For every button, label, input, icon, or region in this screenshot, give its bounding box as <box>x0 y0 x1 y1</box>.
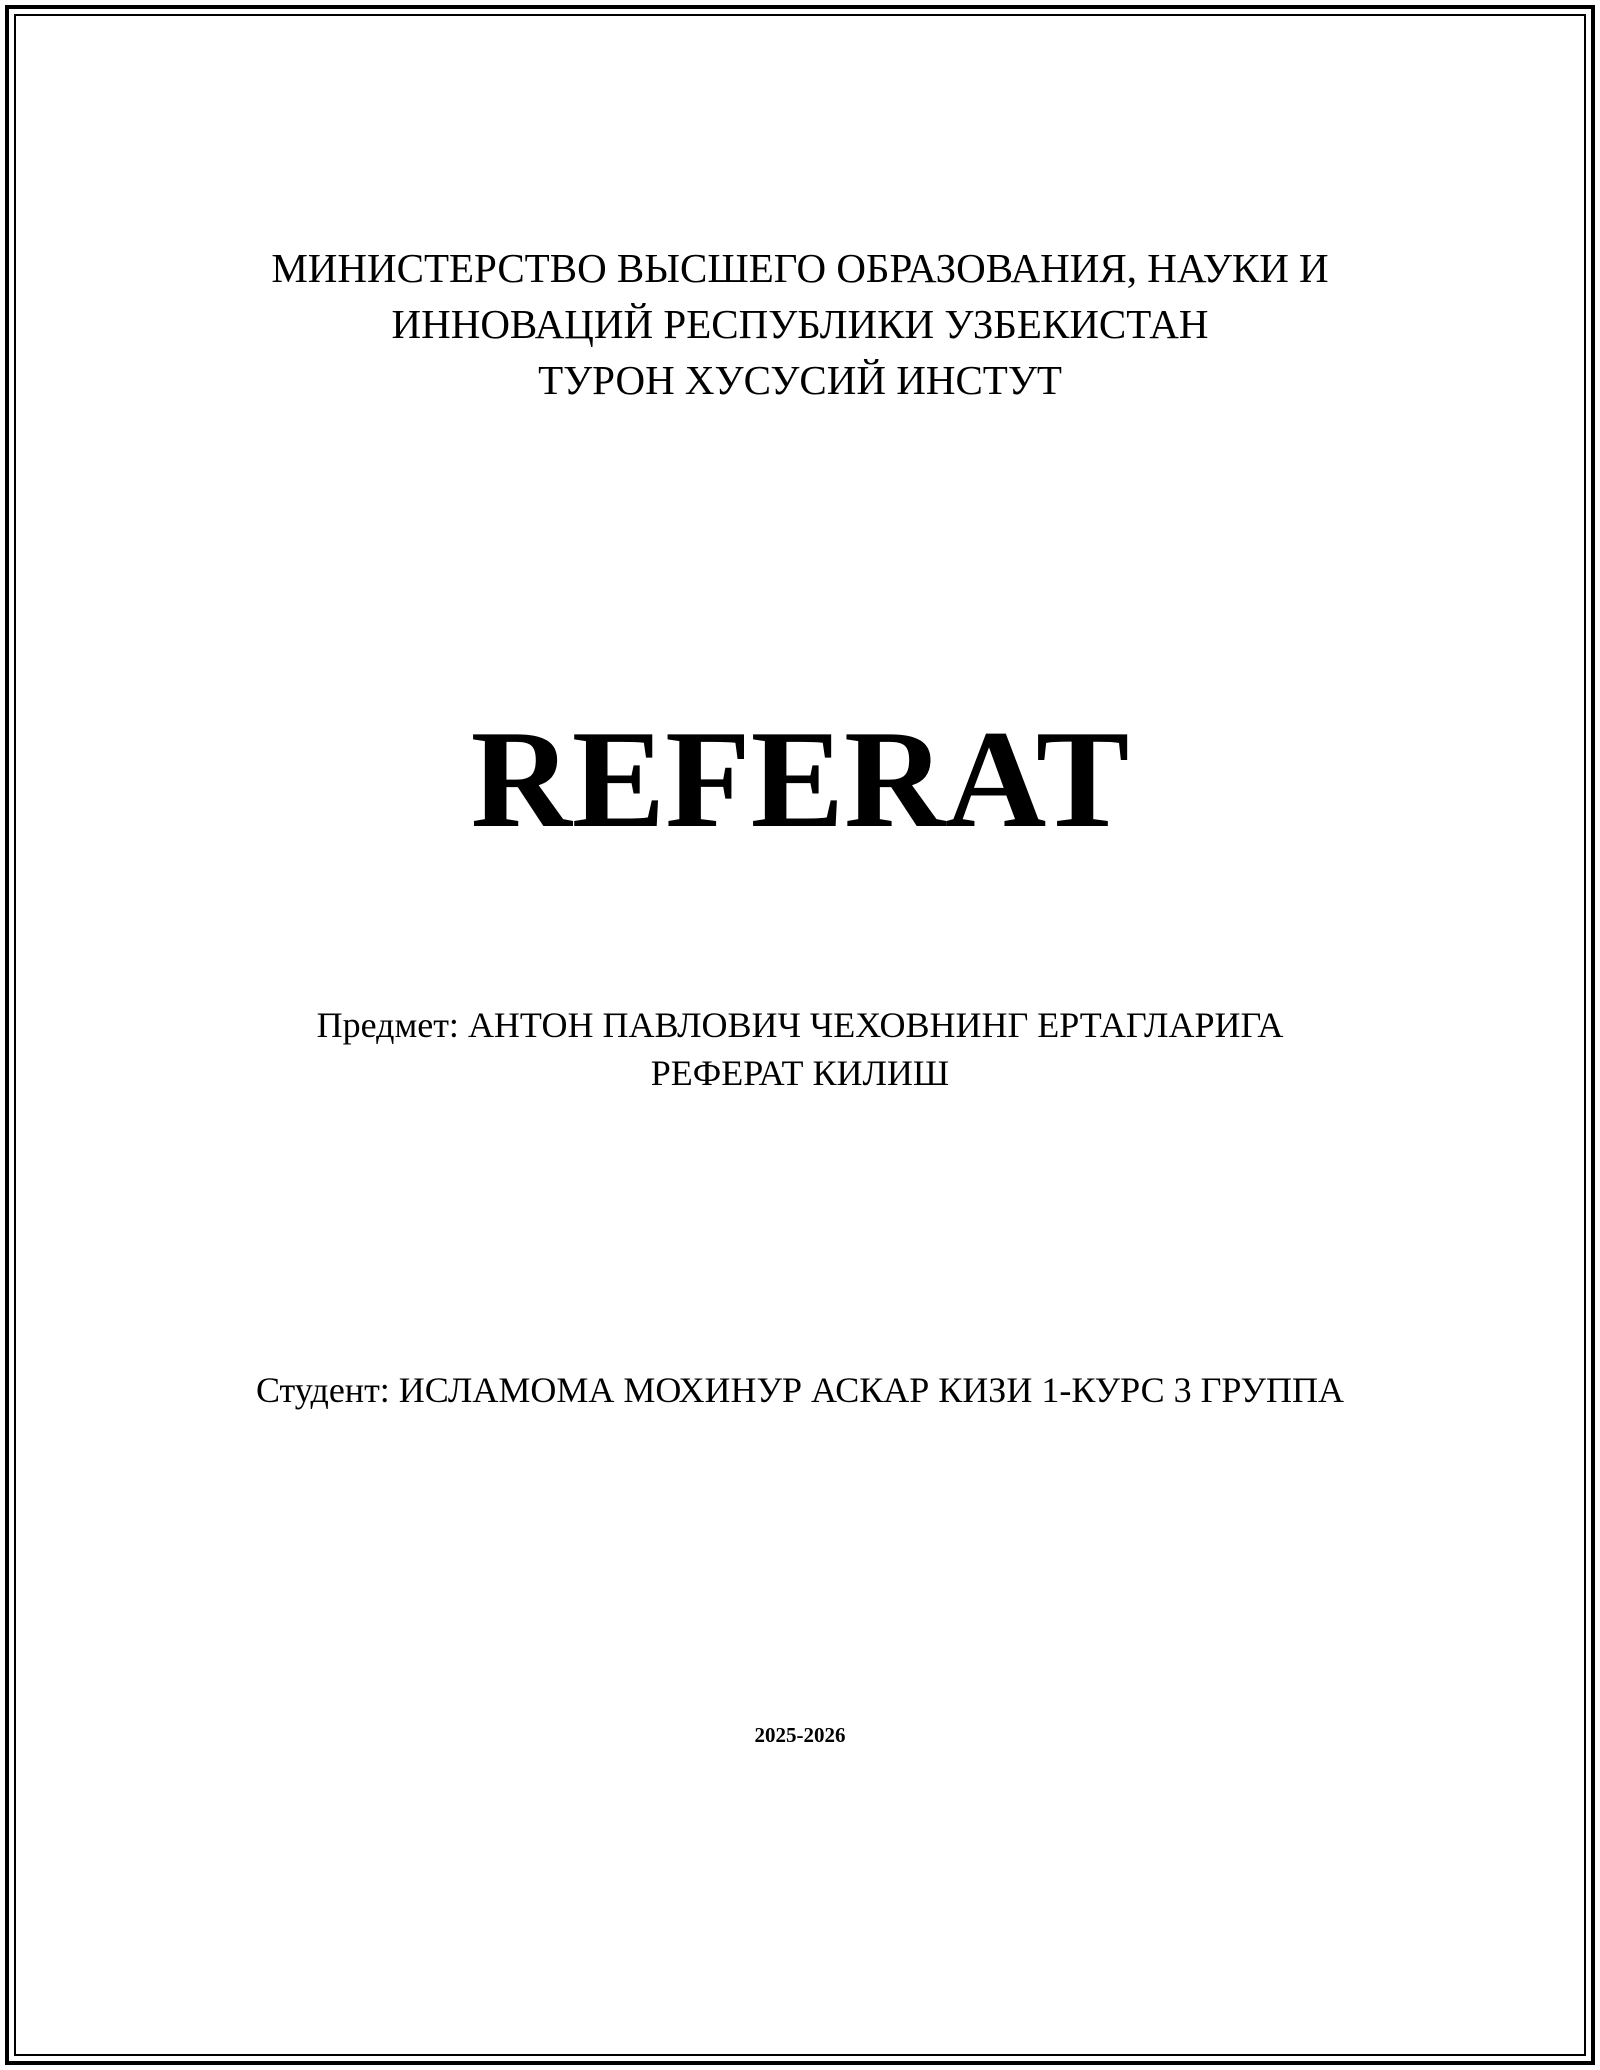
ministry-line-1: МИНИСТЕРСТВО ВЫСШЕГО ОБРАЗОВАНИЯ, НАУКИ И <box>271 245 1329 291</box>
document-title: REFERAT <box>470 702 1130 857</box>
academic-year: 2025-2026 <box>754 1723 846 1747</box>
institute-line: ТУРОН ХУСУСИЙ ИНСТУТ <box>538 357 1062 403</box>
student-line: Студент: ИСЛАМОМА МОХИНУР АСКАР КИЗИ 1-КУРС 3 ГРУППА <box>255 1370 1344 1410</box>
ministry-line-2: ИННОВАЦИЙ РЕСПУБЛИКИ УЗБЕКИСТАН <box>391 301 1209 347</box>
subject-line-1: Предмет: АНТОН ПАВЛОВИЧ ЧЕХОВНИНГ ЕРТАГЛАРИГА <box>316 1005 1284 1045</box>
subject-line-2: РЕФЕРАТ КИЛИШ <box>650 1053 950 1093</box>
